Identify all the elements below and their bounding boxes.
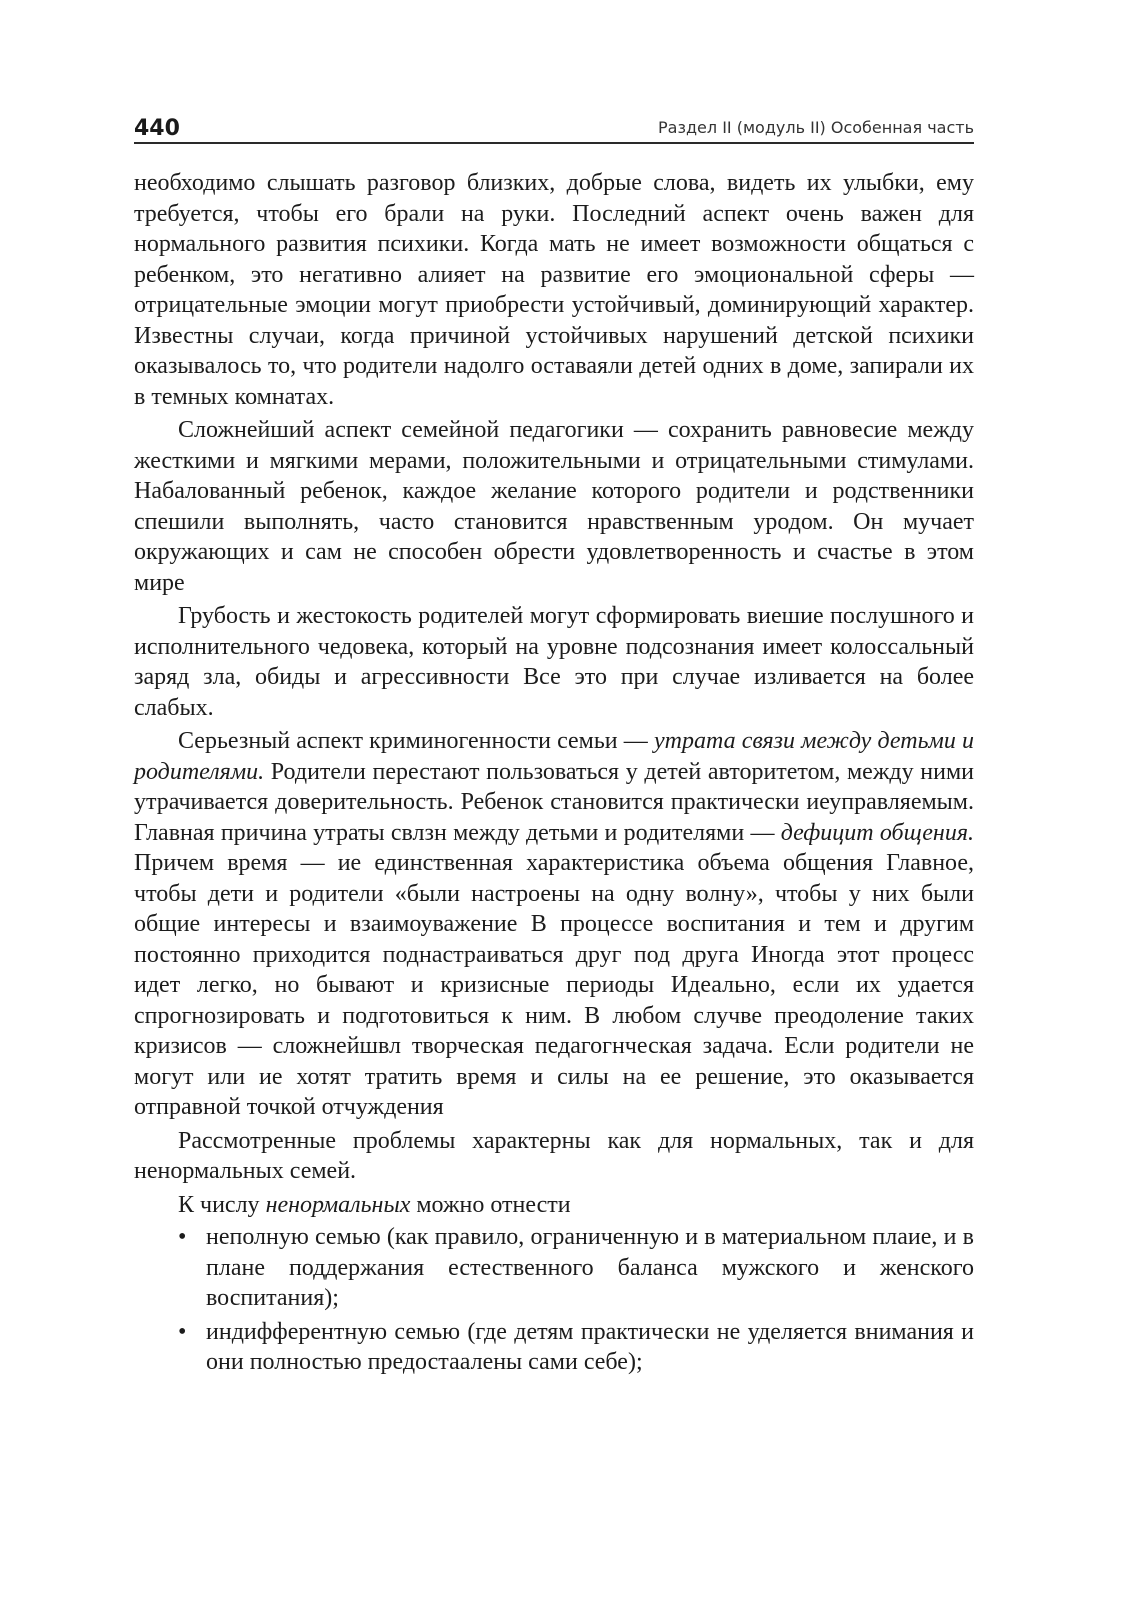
- list-item-text: неполную семью (как правило, ограниченную и в материальном плаие, и в плане поддержания естественного баланса мужского и женского воспитания);: [206, 1224, 974, 1311]
- body-text: [134, 168, 974, 1378]
- bullet-icon: •: [178, 1224, 187, 1250]
- page-number: 440: [134, 116, 180, 141]
- bullet-icon: •: [178, 1318, 187, 1345]
- paragraph: [134, 726, 974, 1123]
- list-item: [134, 1317, 974, 1378]
- text-run: Сложнейший аспект семейной педагогики — сохранить равновесие между жесткими и мягкими мерами, положительными и отрицательными стимулами. Набалованный ребенок, каждое желание которого родители и родственники спешили выполнять, часто становится нравственным уродом. Он мучает окружающих и сам не способен обрести удовлетворенность и счастье в этом мире: [134, 417, 974, 596]
- running-header: [134, 108, 974, 144]
- emphasis-text: ненормальных: [265, 1191, 411, 1218]
- text-run: Рассмотренные проблемы характерны как для нормальных, так и для ненормальных семей.: [134, 1127, 974, 1184]
- list-item: [134, 1222, 974, 1314]
- section-title: Раздел II (модуль II) Особенная часть: [658, 118, 974, 137]
- paragraph: [134, 1190, 974, 1221]
- paragraph: [134, 1126, 974, 1187]
- emphasis-text: утрата связи между детьми и родителями.: [134, 728, 974, 785]
- text-run: можно отнести: [410, 1191, 571, 1218]
- paragraph: [134, 415, 974, 598]
- text-run: Причем время — ие единственная характеристика объема общения Главное, чтобы дети и родители «были настроены на одну волну», чтобы у них были общие интересы и взаимоуважение В процессе воспитания и тем и другим постоянно приходится поднастраиваться друг под друга Иногда этот процесс идет легко, но бывают и кризисные периоды Идеально, если их удается спрогнозировать и подготовиться к ним. В любом случве преодоление таких кризисов — сложнейшвл творческая педагогнческая задача. Если родители не могут или ие хотят тратить время и силы на ее решение, это оказывается отправной точкой отчуждения: [134, 850, 974, 1120]
- bullet-list: [134, 1222, 974, 1378]
- text-run: К числу: [178, 1191, 266, 1218]
- book-page: [134, 108, 974, 1378]
- emphasis-text: дефицит общения.: [780, 819, 974, 846]
- paragraph: [134, 601, 974, 723]
- text-run: Родители перестают пользоваться у детей авторитетом, между ними утрачивается доверительность. Ребенок становится практически иеуправляемым. Главная причина утраты свлзн между детьми и родителями —: [134, 758, 974, 846]
- text-run: Грубость и жестокость родителей могут сформировать виешие послушного и исполнительного чедовека, который на уровне подсознания имеет колоссальный заряд зла, обиды и агрессивности Все это при случае изливается на более слабых.: [134, 603, 974, 721]
- list-item-text: индифферентную семью (где детям практически не уделяется внимания и они полностью предостаалены сами себе);: [206, 1318, 974, 1375]
- text-run: Серьезный аспект криминогенности семьи —: [178, 728, 654, 754]
- text-run: необходимо слышать разговор близких, добрые слова, видеть их улыбки, ему требуется, чтобы его брали на руки. Последний аспект очень важен для нормального развития психики. Когда мать не имеет возможности общаться с ребенком, это негативно алияет на развитие его эмоциональной сферы — отрицательные эмоции могут приобрести устойчивый, доминирующий характер. Известны случаи, когда причиной устойчивых нарушений детской психики оказывалось то, что родители надолго оставаяли детей одних в доме, запирали их в темных комнатах.: [134, 170, 974, 410]
- paragraph: [134, 168, 974, 412]
- paragraph-container: [134, 168, 974, 1220]
